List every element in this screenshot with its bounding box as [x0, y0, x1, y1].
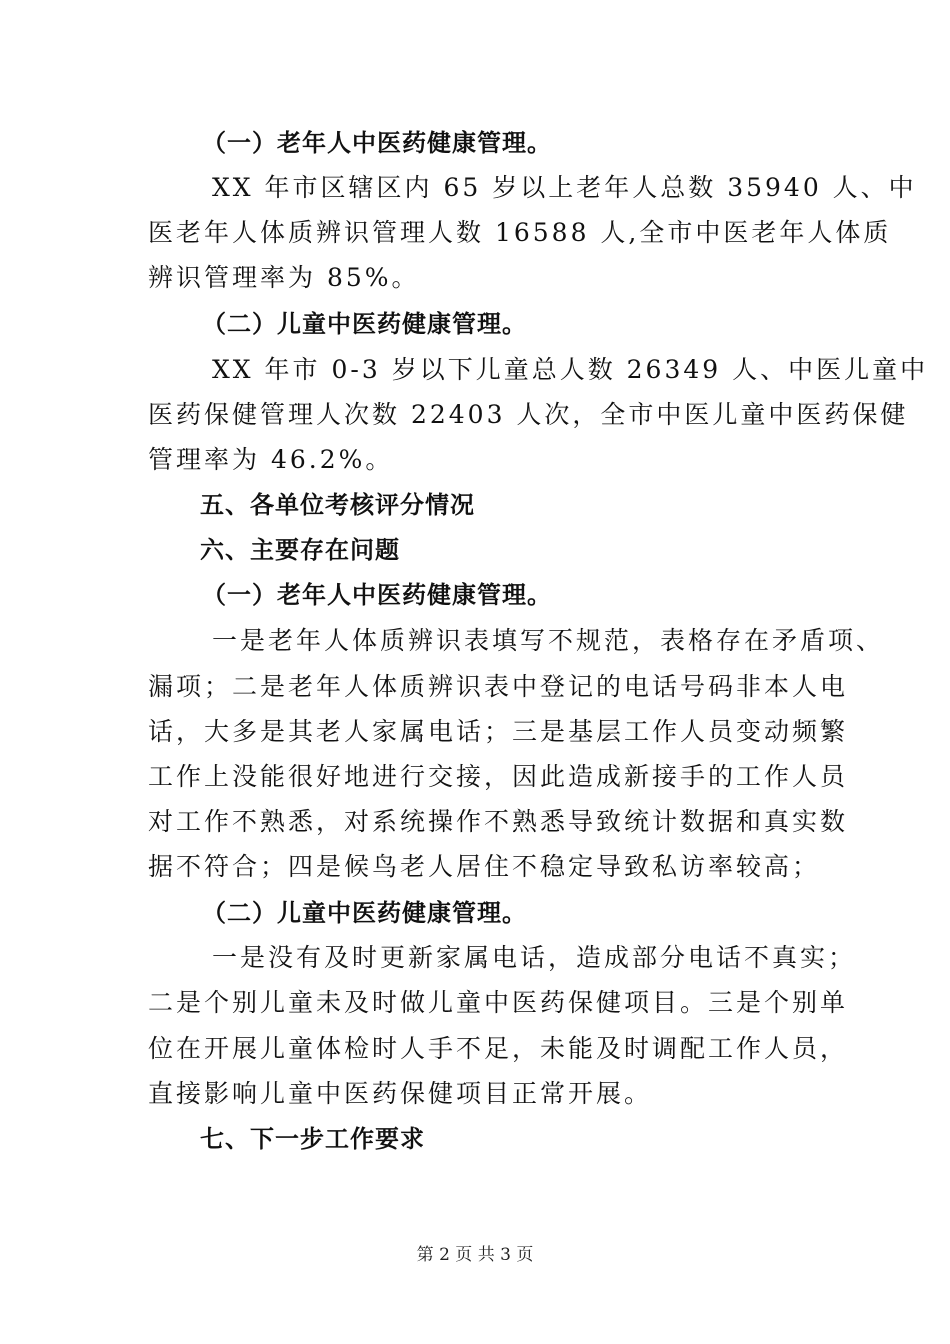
paragraph-line: 工作上没能很好地进行交接，因此造成新接手的工作人员 [148, 762, 849, 791]
chapter-heading: 七、下一步工作要求 [200, 1125, 425, 1153]
section-heading: （一）老年人中医药健康管理。 [202, 129, 552, 157]
paragraph-line: 位在开展儿童体检时人手不足，未能及时调配工作人员， [148, 1034, 849, 1063]
chapter-heading: 六、主要存在问题 [200, 536, 400, 564]
section-heading: （二）儿童中医药健康管理。 [202, 899, 527, 927]
paragraph-line: 医老年人体质辨识管理人数 16588 人,全市中医老年人体质 [148, 218, 892, 247]
chapter-heading: 五、各单位考核评分情况 [200, 491, 475, 519]
paragraph-line: 据不符合；四是候鸟老人居住不稳定导致私访率较高； [148, 852, 821, 881]
paragraph-line: 一是老年人体质辨识表填写不规范，表格存在矛盾项、 [212, 626, 885, 655]
section-heading: （一）老年人中医药健康管理。 [202, 581, 552, 609]
paragraph-line: 直接影响儿童中医药保健项目正常开展。 [148, 1079, 653, 1108]
section-heading: （二）儿童中医药健康管理。 [202, 310, 527, 338]
paragraph-line: 漏项；二是老年人体质辨识表中登记的电话号码非本人电 [148, 672, 849, 701]
paragraph-line: 一是没有及时更新家属电话，造成部分电话不真实； [212, 943, 857, 972]
paragraph-line: XX 年市 0-3 岁以下儿童总人数 26349 人、中医儿童中 [212, 355, 929, 384]
paragraph-line: 医药保健管理人次数 22403 人次，全市中医儿童中医药保健 [148, 400, 909, 429]
page-number-footer: 第 2 页 共 3 页 [416, 1245, 534, 1265]
paragraph-line: 管理率为 46.2%。 [148, 445, 394, 474]
paragraph-line: 对工作不熟悉，对系统操作不熟悉导致统计数据和真实数 [148, 807, 849, 836]
paragraph-line: 话，大多是其老人家属电话；三是基层工作人员变动频繁 [148, 717, 849, 746]
paragraph-line: 辨识管理率为 85%。 [148, 263, 420, 292]
paragraph-line: XX 年市区辖区内 65 岁以上老年人总数 35940 人、中 [212, 173, 917, 202]
paragraph-line: 二是个别儿童未及时做儿童中医药保健项目。三是个别单 [148, 988, 849, 1017]
